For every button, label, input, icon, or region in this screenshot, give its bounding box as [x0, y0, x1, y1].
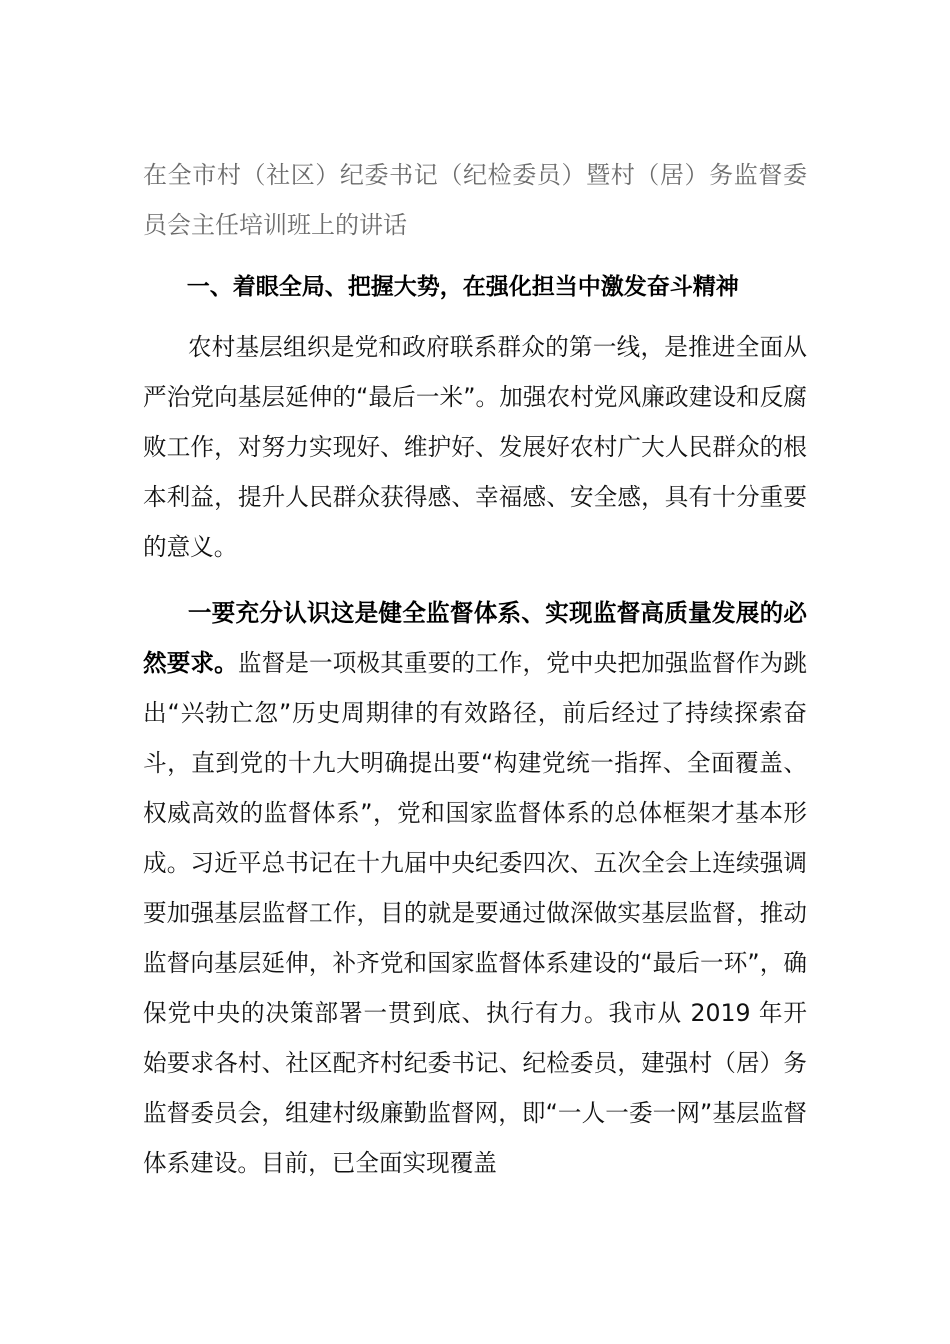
document-title: 在全市村（社区）纪委书记（纪检委员）暨村（居）务监督委员会主任培训班上的讲话 — [143, 161, 807, 239]
paragraph-2-lead: 一要充分认识这是健全监督体系、实现监督高质量发展的必然要求。 — [143, 599, 807, 677]
paragraph-2-body: 监督是一项极其重要的工作，党中央把加强监督作为跳出“兴勃亡忽”历史周期律的有效路径，前后经过了持续探索奋斗，直到党的十九大明确提出要“构建党统一指挥、全面覆盖、权威高效的监督体系”，党和国家监督体系的总体框架才基本形成。习近平总书记在十九届中央纪委四次、五次全会上连续强调要加强基层监督工作，目的就是要通过做深做实基层监督，推动监督向基层延伸，补齐党和国家监督体系建设的“最后一环”，确保党中央的决策部署一贯到底、执行有力。我市从 2019 年开始要求各村、社区配齐村纪委书记、纪检委员，建强村（居）务监督委员会，组建村级廉勤监督网，即“一人一委一网”基层监督体系建设。目前，已全面实现覆盖 — [143, 649, 807, 1177]
paragraph-2 — [143, 588, 807, 1188]
paragraph-1: 农村基层组织是党和政府联系群众的第一线，是推进全面从严治党向基层延伸的“最后一米”。加强农村党风廉政建设和反腐败工作，对努力实现好、维护好、发展好农村广大人民群众的根本利益，提升人民群众获得感、幸福感、安全感，具有十分重要的意义。 — [143, 333, 807, 561]
document-body — [143, 150, 807, 1188]
section-heading-1: 一、着眼全局、把握大势，在强化担当中激发奋斗精神 — [186, 274, 739, 300]
